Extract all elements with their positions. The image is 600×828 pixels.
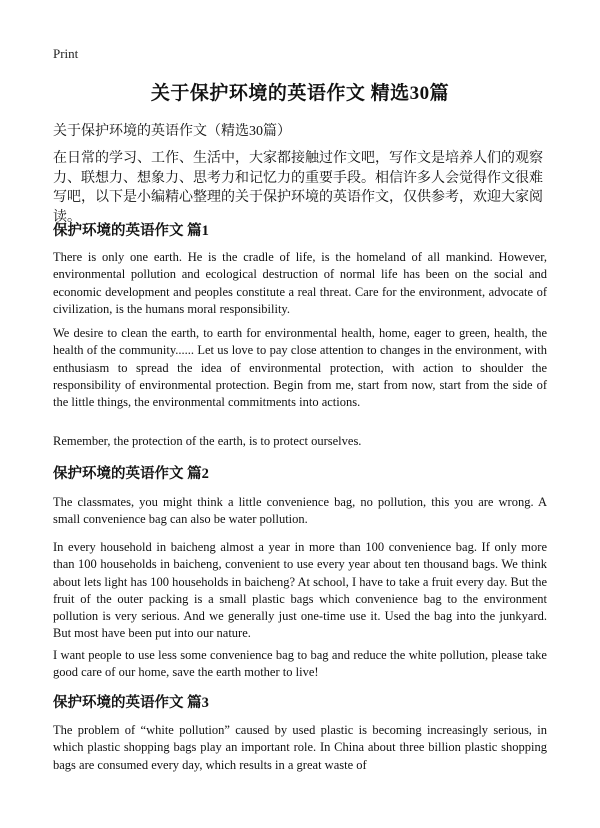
body-paragraph: There is only one earth. He is the cradle of life, is the homeland of all mankind. However, environmental pollution and ecological destruction of normal life has been on the social and economic development and peoples constitute a real threat. Care for the environment, advocate of civilization, is the humans moral responsibility. [53, 250, 547, 316]
body-paragraph: The classmates, you might think a little convenience bag, no pollution, this you are wrong. A small convenience bag can also be water pollution. [53, 495, 547, 527]
section-heading: 保护环境的英语作文 篇2 [53, 466, 209, 482]
main-title: 关于保护环境的英语作文 精选30篇 [150, 83, 450, 104]
section-heading: 保护环境的英语作文 篇1 [53, 223, 209, 239]
body-paragraph: In every household in baicheng almost a year in more than 100 convenience bag. If only more than 100 households in baicheng, convenient to use every year about ten thousand bags. We think about lets light has 100 households in baicheng? At school, I have to take a fruit every day. But the fruit of the outer packing is a small plastic bags which convenience bag to the environment pollution is very serious. And we generally just one-time use it. Used the bag into the junkyard. But most have been put into our nature. [53, 540, 547, 641]
intro-paragraph: 在日常的学习、工作、生活中，大家都接触过作文吧，写作文是培养人们的观察力、联想力、想象力、思考力和记忆力的重要手段。相信许多人会觉得作文很难写吧，以下是小编精心整理的关于保护环境的英语作文，仅供参考，欢迎大家阅读。 [53, 151, 543, 225]
section-heading: 保护环境的英语作文 篇3 [53, 695, 209, 711]
body-paragraph: The problem of “white pollution” caused by used plastic is becoming increasingly serious, in which plastic shopping bags play an important role. In China about three billion plastic shopping bags are consumed every day, which results in a great waste of [53, 723, 547, 772]
body-paragraph: We desire to clean the earth, to earth for environmental health, home, eager to green, health, the health of the community...... Let us love to pay close attention to changes in the environment, with enthusiasm to spread the idea of environmental protection, with action to shoulder the responsibility of environmental protection. Begin from me, start from now, start from the side of the little things, the environmental commitments into actions. [53, 326, 547, 410]
body-paragraph: I want people to use less some convenience bag to bag and reduce the white pollution, please take good care of our home, save the earth mother to live! [53, 648, 547, 680]
subtitle: 关于保护环境的英语作文（精选30篇） [53, 124, 291, 139]
print-label[interactable]: Print [53, 46, 79, 61]
body-paragraph: Remember, the protection of the earth, is to protect ourselves. [53, 434, 362, 448]
